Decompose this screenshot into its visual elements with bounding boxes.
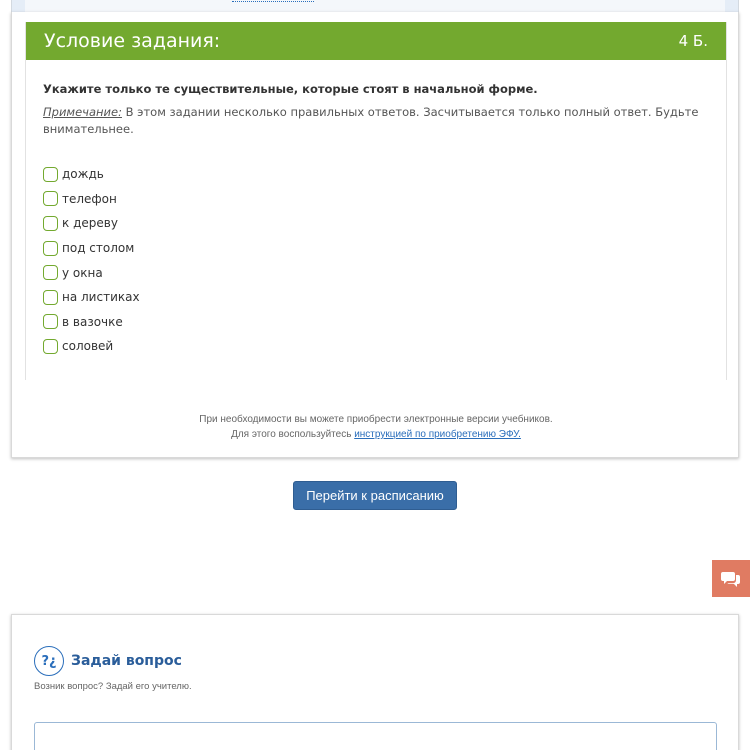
answer-option-label: в вазочке: [62, 314, 123, 329]
task-header: [26, 22, 726, 60]
answer-checkbox[interactable]: [43, 216, 58, 231]
answer-option-label: на листиках: [62, 290, 140, 305]
footer-line-1: При необходимости вы можете приобрести электронные версии учебников.: [199, 414, 553, 425]
answer-option[interactable]: [43, 236, 709, 261]
answer-option[interactable]: [43, 285, 709, 310]
task-box: [25, 22, 727, 380]
answer-checkbox[interactable]: [43, 241, 58, 256]
question-icon: ?¿: [34, 646, 64, 676]
ask-title-row: [34, 646, 182, 676]
answer-checkbox[interactable]: [43, 290, 58, 305]
chat-bubbles-icon: [721, 570, 741, 588]
note-text: В этом задании несколько правильных ответов. Засчитывается только полный ответ. Будьте внимательнее.: [43, 105, 699, 136]
answer-option-label: соловей: [62, 339, 114, 354]
ask-question-card: [11, 614, 739, 750]
answer-option-label: к дереву: [62, 216, 118, 231]
answer-option-label: у окна: [62, 265, 103, 280]
answer-option-label: дождь: [62, 167, 104, 182]
previous-card-inner: [25, 0, 725, 12]
task-question: Укажите только те существительные, которые стоят в начальной форме.: [43, 82, 538, 96]
chat-button[interactable]: [712, 560, 750, 597]
efu-instruction-link[interactable]: инструкцией по приобретению ЭФУ.: [354, 429, 521, 440]
answer-checkbox[interactable]: [43, 167, 58, 182]
previous-card-strip: [11, 0, 739, 12]
answer-options: [43, 162, 709, 359]
task-header-title: Условие задания:: [44, 30, 221, 52]
task-note: [43, 104, 709, 138]
answer-checkbox[interactable]: [43, 339, 58, 354]
task-points: 4 Б.: [678, 32, 708, 50]
answer-option[interactable]: [43, 211, 709, 236]
footer-line-2-prefix: Для этого воспользуйтесь: [231, 429, 355, 440]
answer-checkbox[interactable]: [43, 265, 58, 280]
ask-subtitle: Возник вопрос? Задай его учителю.: [34, 681, 192, 692]
ask-title: Задай вопрос: [71, 653, 182, 669]
question-input[interactable]: [34, 722, 717, 750]
answer-option[interactable]: [43, 187, 709, 212]
answer-option-label: под столом: [62, 241, 135, 256]
answer-option[interactable]: [43, 162, 709, 187]
task-card: [11, 12, 739, 458]
note-label: Примечание:: [43, 105, 122, 119]
footer-line-2: [12, 427, 740, 442]
task-body: [26, 60, 726, 359]
previous-card-link-underline: [232, 0, 314, 2]
go-to-schedule-button[interactable]: Перейти к расписанию: [293, 481, 457, 510]
answer-checkbox[interactable]: [43, 314, 58, 329]
answer-option[interactable]: [43, 334, 709, 359]
answer-option-label: телефон: [62, 191, 117, 206]
answer-option[interactable]: [43, 260, 709, 285]
textbook-footer-note: [12, 412, 740, 442]
answer-option[interactable]: [43, 310, 709, 335]
answer-checkbox[interactable]: [43, 191, 58, 206]
